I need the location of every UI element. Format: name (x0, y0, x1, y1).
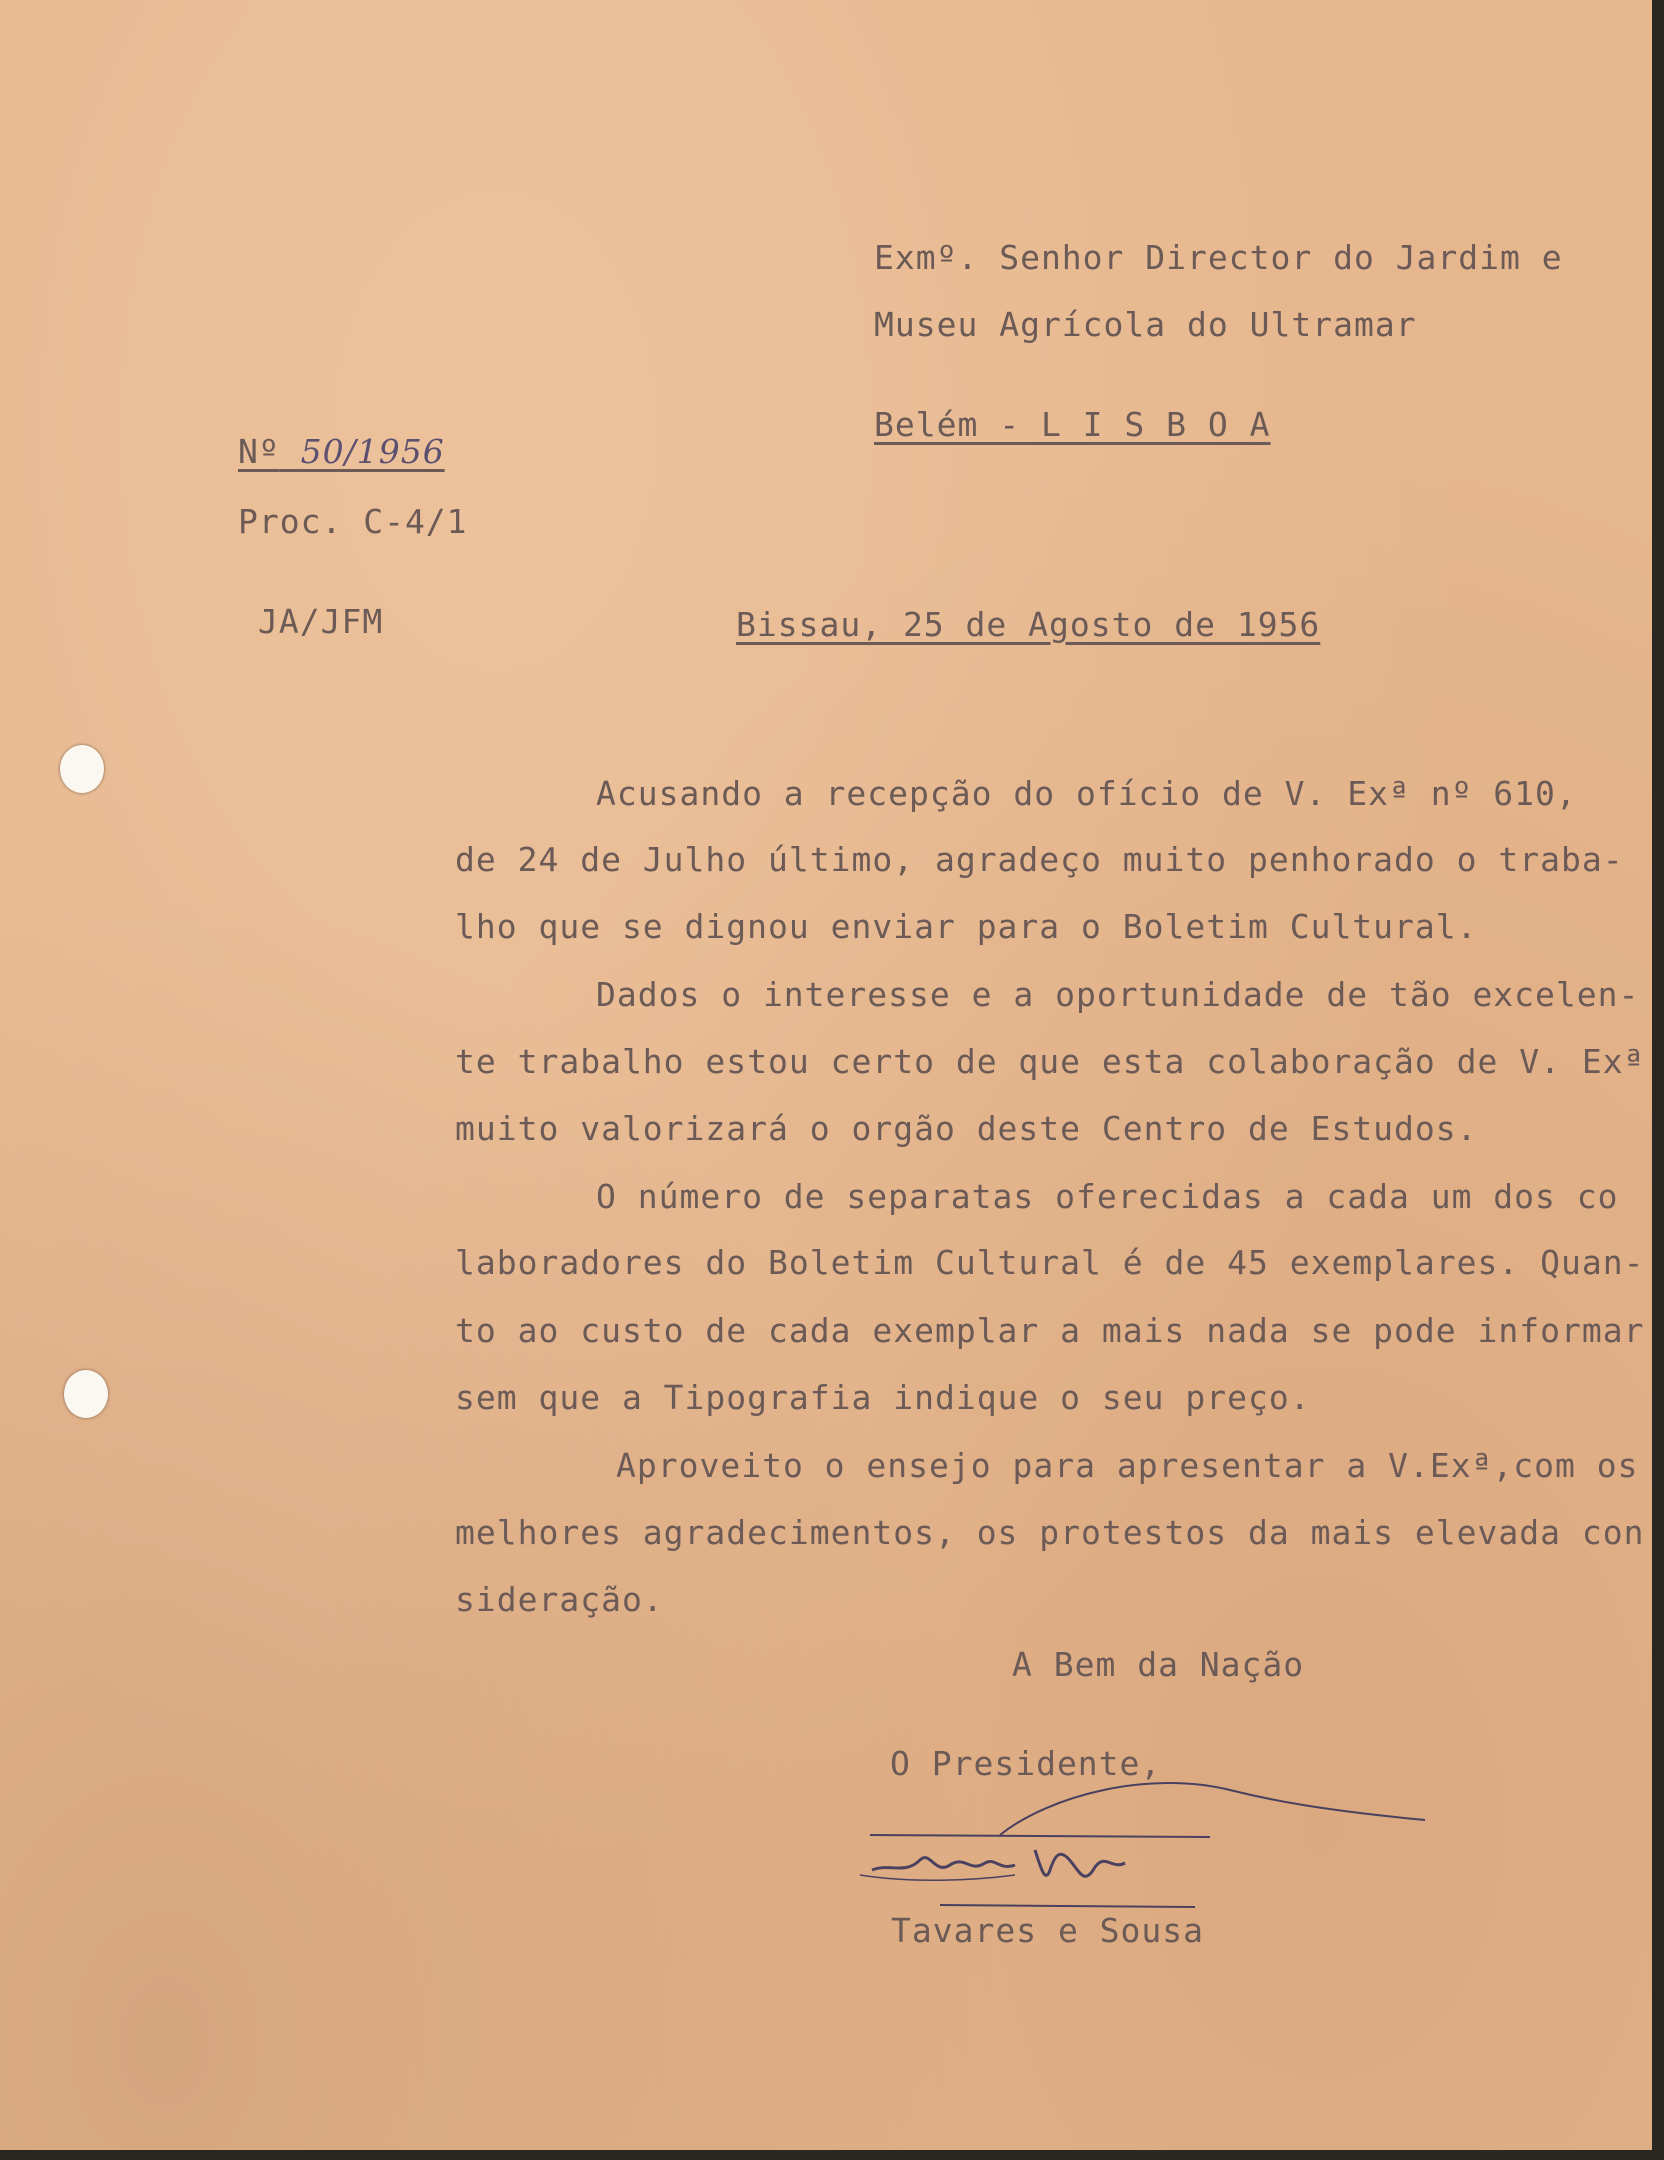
body-line: O número de separatas oferecidas a cada um dos co (596, 1177, 1619, 1216)
reference-number-prefix: Nº (238, 432, 280, 471)
punch-hole-bottom (64, 1370, 108, 1418)
body-line: muito valorizará o orgão deste Centro de Estudos. (455, 1109, 1478, 1148)
closing-title: O Presidente, (890, 1744, 1162, 1783)
body-line: melhores agradecimentos, os protestos da mais elevada con (455, 1513, 1645, 1552)
body-line: laboradores do Boletim Cultural é de 45 exemplares. Quan- (455, 1243, 1645, 1282)
initials-reference: JA/JFM (258, 602, 384, 641)
body-line: Dados o interesse e a oportunidade de tão excelen- (596, 975, 1640, 1014)
addressee-place: Belém - L I S B O A (874, 405, 1271, 444)
handwritten-signature (850, 1775, 1450, 1915)
addressee-line-1: Exmº. Senhor Director do Jardim e (874, 238, 1563, 277)
addressee-line-2: Museu Agrícola do Ultramar (874, 305, 1417, 344)
body-line: de 24 de Julho último, agradeço muito penhorado o traba- (455, 840, 1624, 879)
body-line: sem que a Tipografia indique o seu preço. (455, 1378, 1311, 1417)
body-line: Aproveito o ensejo para apresentar a V.Exª,com os (616, 1446, 1639, 1485)
dateline: Bissau, 25 de Agosto de 1956 (736, 605, 1321, 644)
punch-hole-top (60, 745, 104, 793)
closing-signatory: Tavares e Sousa (891, 1911, 1205, 1950)
body-line: lho que se dignou enviar para o Boletim Cultural. (455, 907, 1478, 946)
closing-salutation: A Bem da Nação (1012, 1645, 1305, 1684)
process-reference: Proc. C-4/1 (238, 502, 468, 541)
body-line: Acusando a recepção do ofício de V. Exª nº 610, (596, 774, 1577, 813)
body-line: te trabalho estou certo de que esta colaboração de V. Exª (455, 1042, 1645, 1081)
body-line: sideração. (455, 1580, 664, 1619)
reference-number (238, 432, 445, 471)
reference-number-value: 50/1956 (300, 432, 445, 471)
body-line: to ao custo de cada exemplar a mais nada se pode informar (455, 1311, 1645, 1350)
